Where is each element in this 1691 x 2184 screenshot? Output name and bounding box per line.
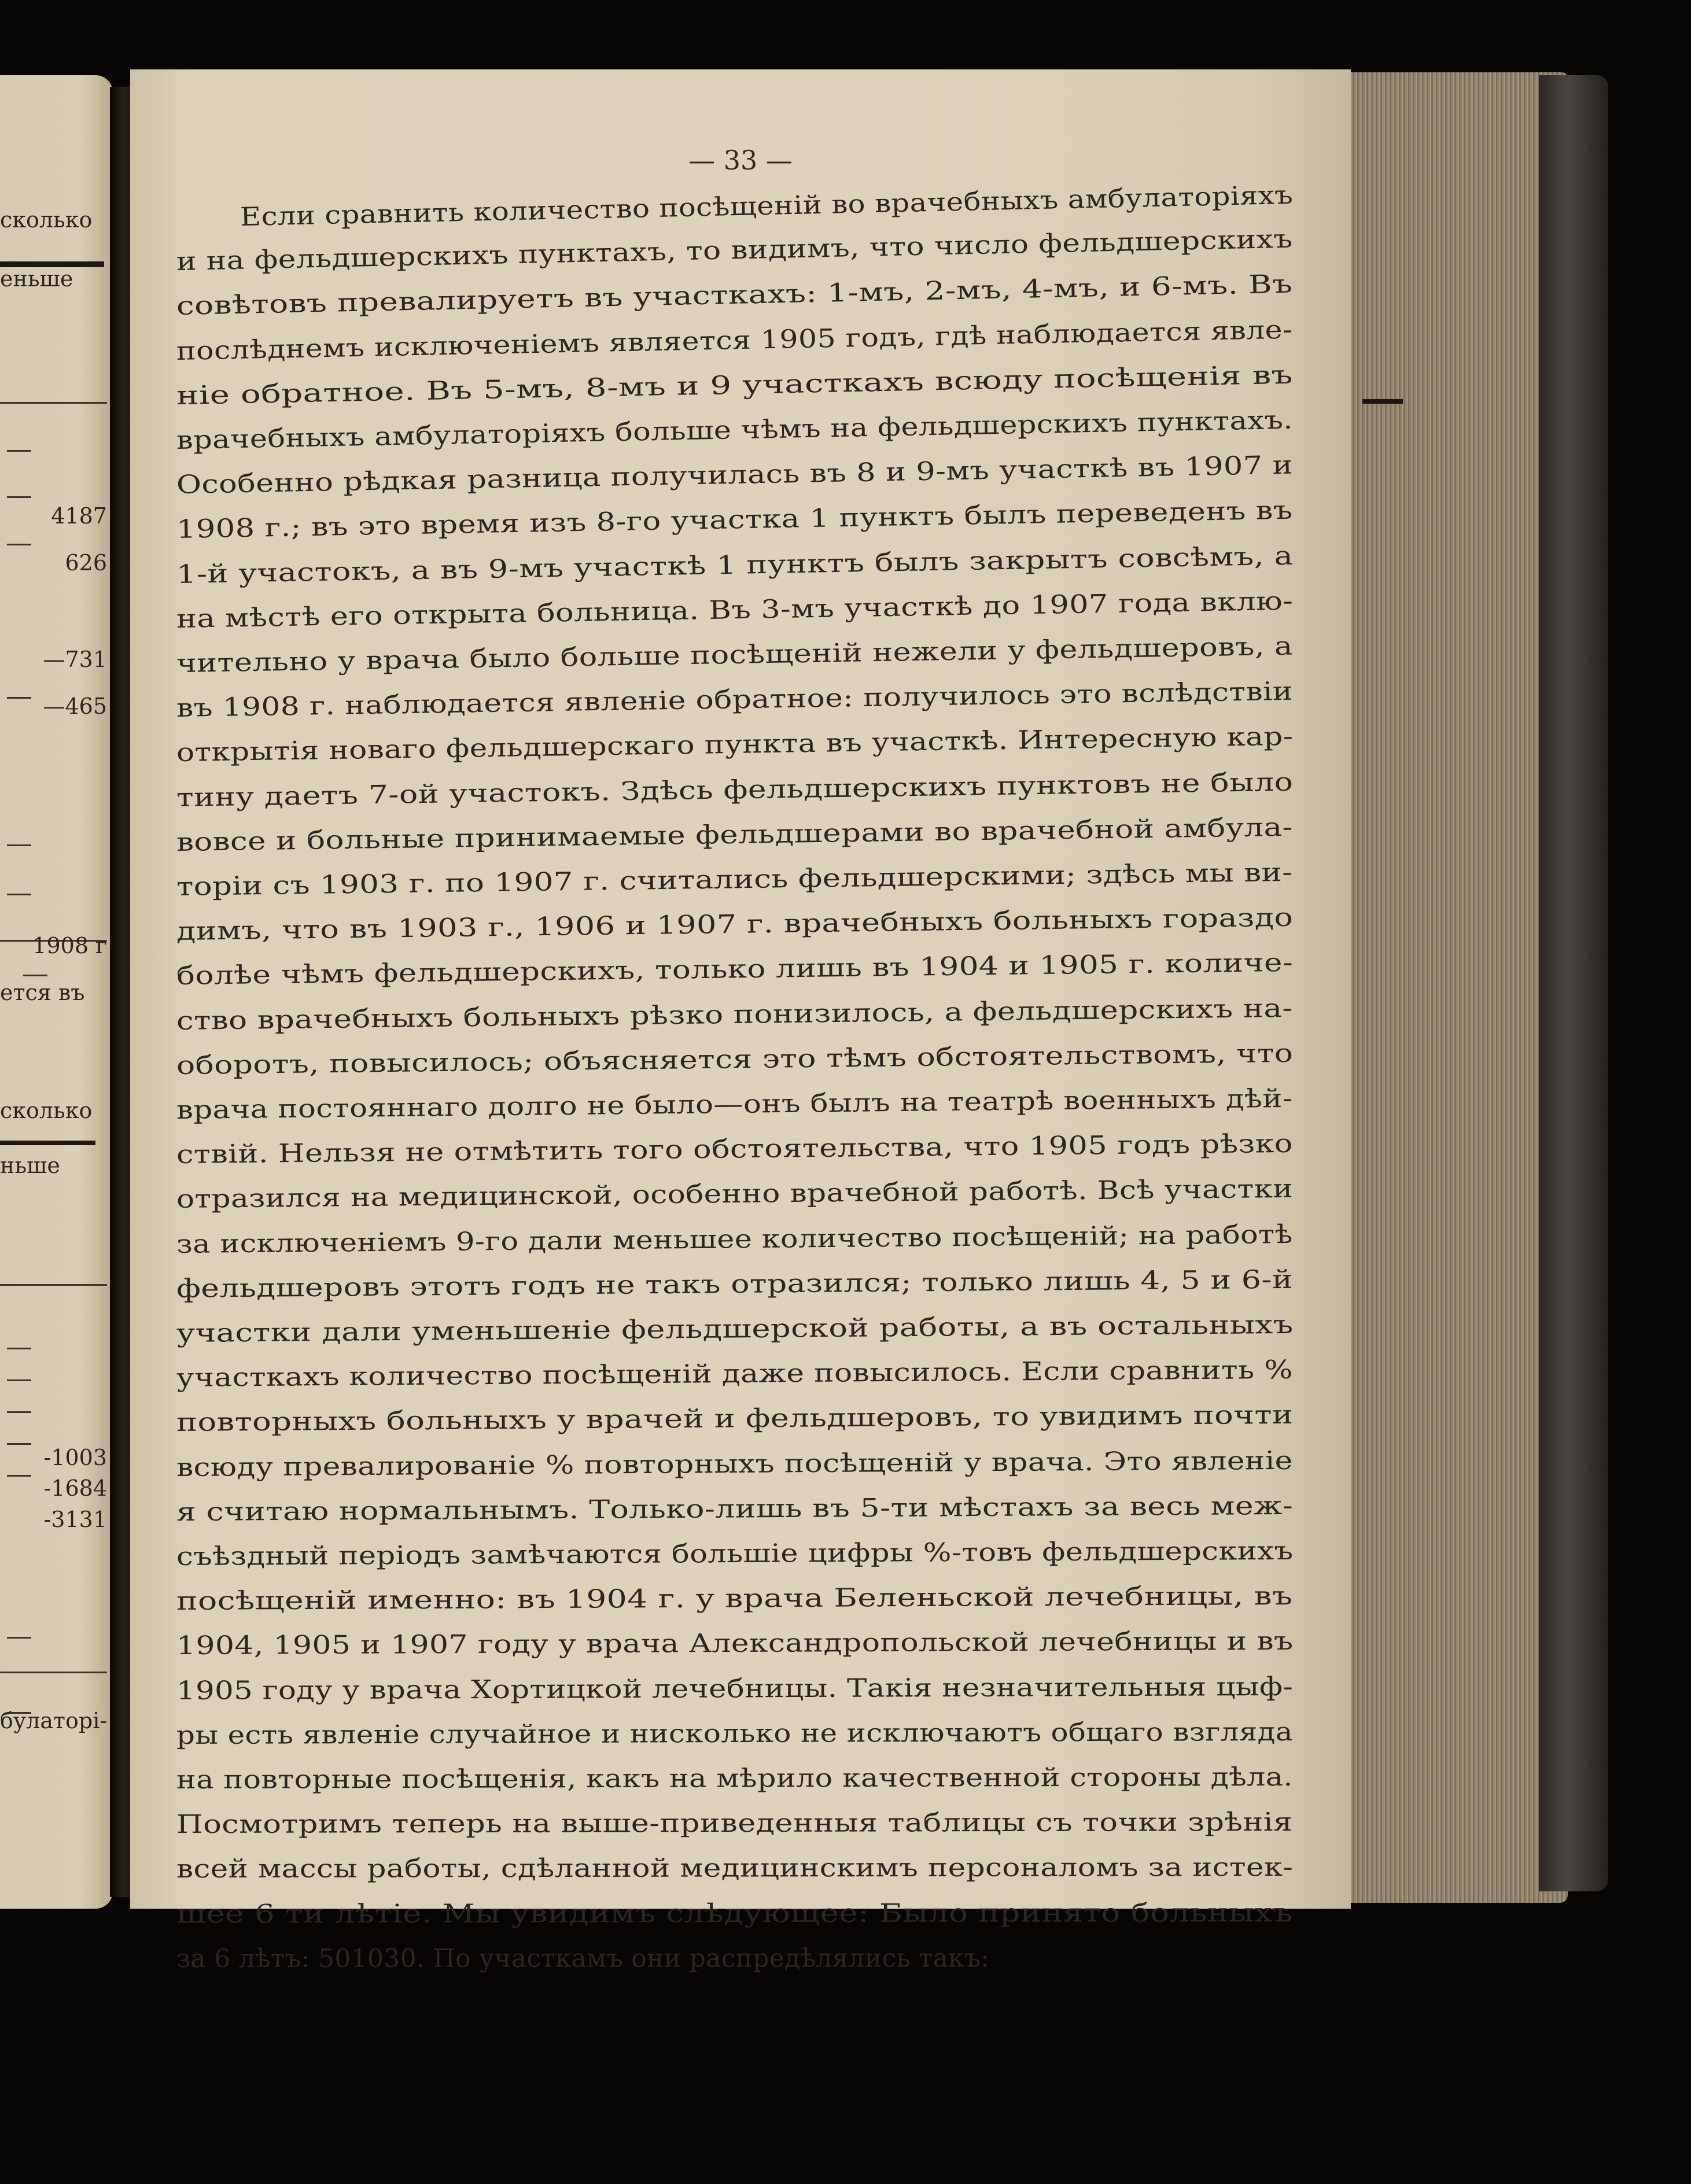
text-line: Особенно рѣдкая разница получилась въ 8 и 9-мъ участкѣ въ 1907 и xyxy=(176,450,1294,500)
edge-rule xyxy=(1362,399,1403,404)
text-line: ніе обратное. Въ 5-мъ, 8-мъ и 9 участкахъ всюду посѣщенія въ xyxy=(176,360,1294,411)
left-page-text: 1908 г xyxy=(32,933,107,958)
book-cover xyxy=(1539,75,1608,1891)
table-rule xyxy=(0,1284,107,1286)
text-line: чительно у врача было больше посѣщеній нежели у фельдшеровъ, а xyxy=(176,631,1294,678)
text-line: всюду превалированіе % повторныхъ посѣщеній у врача. Это явленіе xyxy=(176,1445,1293,1482)
text-line: послѣднемъ исключеніемъ является 1905 годъ, гдѣ наблюдается явле- xyxy=(176,315,1293,366)
dash-mark xyxy=(7,544,31,545)
main-page xyxy=(130,69,1351,1973)
table-rule xyxy=(0,1672,107,1673)
text-line: Посмотримъ теперь на выше-приведенныя таблицы съ точки зрѣнія xyxy=(176,1807,1293,1840)
text-line: и на фельдшерскихъ пунктахъ, то видимъ, что число фельдшерскихъ xyxy=(176,224,1293,277)
text-line: всей массы работы, сдѣланной медицинскимъ персоналомъ за истек- xyxy=(176,1853,1294,1884)
text-line: посѣщеній именно: въ 1904 г. у врача Беленьской лечебницы, въ xyxy=(176,1581,1293,1617)
left-page-text: -1003 xyxy=(43,1445,107,1470)
text-line: отразился на медицинской, особенно врачебной работѣ. Всѣ участки xyxy=(176,1174,1294,1215)
text-line: фельдшеровъ этотъ годъ не такъ отразился; только лишь 4, 5 и 6-й xyxy=(176,1264,1294,1304)
left-page-text: сколько xyxy=(0,1098,93,1123)
page-number: — 33 — xyxy=(688,145,793,176)
text-line: Если сравнить количество посѣщеній во врачебныхъ амбулаторіяхъ xyxy=(240,180,1294,232)
text-line: вовсе и больные принимаемые фельдшерами во врачебной амбула- xyxy=(176,812,1294,857)
text-line: оборотъ, повысилось; объясняется это тѣмъ обстоятельствомъ, что xyxy=(176,1038,1294,1080)
dash-mark xyxy=(7,844,31,846)
left-page-text: 626 xyxy=(65,550,107,575)
text-line: ствій. Нельзя не отмѣтить того обстоятельства, что 1905 годъ рѣзко xyxy=(176,1128,1293,1170)
text-line: 1-й участокъ, а въ 9-мъ участкѣ 1 пунктъ былъ закрытъ совсѣмъ, а xyxy=(176,541,1294,589)
dash-mark xyxy=(7,496,31,498)
table-rule xyxy=(0,402,107,404)
left-page-text: —465 xyxy=(43,693,107,719)
dash-mark xyxy=(7,894,31,895)
text-line: повторныхъ больныхъ у врачей и фельдшеровъ, то увидимъ почти xyxy=(176,1400,1294,1438)
text-line: открытія новаго фельдшерскаго пункта въ участкѣ. Интересную кар- xyxy=(176,722,1294,768)
text-line: торіи съ 1903 г. по 1907 г. считались фельдшерскими; здѣсь мы ви- xyxy=(176,857,1293,902)
table-rule xyxy=(0,1141,95,1145)
left-page-fragment xyxy=(0,75,113,1909)
left-page-text: —731 xyxy=(43,647,107,672)
dash-mark xyxy=(7,450,31,452)
text-line: за 6 лѣтъ: 501030. По участкамъ они распредѣлялись такъ: xyxy=(176,1943,990,1973)
text-line: за исключеніемъ 9-го дали меньшее количество посѣщеній; на работѣ xyxy=(176,1219,1293,1259)
dash-mark xyxy=(23,975,47,976)
dash-mark xyxy=(7,1411,31,1413)
text-line: участки дали уменьшеніе фельдшерской работы, а въ остальныхъ xyxy=(176,1309,1294,1348)
dash-mark xyxy=(7,1348,31,1349)
text-line: я считаю нормальнымъ. Только-лишь въ 5-ти мѣстахъ за весь меж- xyxy=(176,1491,1294,1527)
left-page-text: еньше xyxy=(0,266,73,292)
left-page-text: ется въ xyxy=(0,980,85,1005)
text-line: болѣе чѣмъ фельдшерскихъ, только лишь въ 1904 и 1905 г. количе- xyxy=(176,948,1294,991)
dash-mark xyxy=(7,1379,31,1381)
text-line: шее 6 ти лѣтіе. Мы увидимъ слѣдующее: Было принято больныхъ xyxy=(176,1898,1293,1929)
text-line: 1908 г.; въ это время изъ 8-го участка 1 пунктъ былъ переведенъ въ xyxy=(176,496,1293,545)
text-line: совѣтовъ превалируетъ въ участкахъ: 1-мъ, 2-мъ, 4-мъ, и 6-мъ. Въ xyxy=(176,270,1293,322)
page-edges xyxy=(1336,72,1568,1903)
text-line: ство врачебныхъ больныхъ рѣзко понизилось, а фельдшерскихъ на- xyxy=(176,993,1293,1036)
text-line: 1905 году у врача Хортицкой лечебницы. Такія незначительныя цыф- xyxy=(176,1672,1294,1706)
text-line: врачебныхъ амбулаторіяхъ больше чѣмъ на фельдшерскихъ пунктахъ. xyxy=(176,405,1294,455)
text-line: участкахъ количество посѣщеній даже повысилось. Если сравнить % xyxy=(176,1355,1293,1393)
text-line: ры есть явленіе случайное и нисколько не исключаютъ общаго взгляда xyxy=(176,1717,1293,1750)
text-line: димъ, что въ 1903 г., 1906 и 1907 г. врачебныхъ больныхъ гораздо xyxy=(176,902,1294,947)
text-line: врача постояннаго долго не было—онъ былъ на театрѣ военныхъ дѣй- xyxy=(176,1083,1293,1125)
left-page-text: булаторі- xyxy=(0,1708,107,1733)
text-line: въ 1908 г. наблюдается явленіе обратное: получилось это вслѣдствіи xyxy=(176,676,1294,724)
left-page-text: -3131 xyxy=(43,1507,107,1532)
left-page-text: -1684 xyxy=(43,1475,107,1501)
text-line: съѣздный періодъ замѣчаются большіе цифры %-товъ фельдшерскихъ xyxy=(176,1536,1294,1571)
text-line: на повторные посѣщенія, какъ на мѣрило качественной стороны дѣла. xyxy=(176,1762,1293,1795)
text-line: тину даетъ 7-ой участокъ. Здѣсь фельдшерскихъ пунктовъ не было xyxy=(176,767,1294,813)
text-line: 1904, 1905 и 1907 году у врача Александропольской лечебницы и въ xyxy=(176,1626,1294,1661)
left-page-text: 4187 xyxy=(51,503,107,529)
dash-mark xyxy=(7,1637,31,1639)
text-line: на мѣстѣ его открыта больница. Въ 3-мъ участкѣ до 1907 года вклю- xyxy=(176,586,1294,634)
left-page-text: ньше xyxy=(0,1153,60,1178)
left-page-text: сколько xyxy=(0,207,93,233)
